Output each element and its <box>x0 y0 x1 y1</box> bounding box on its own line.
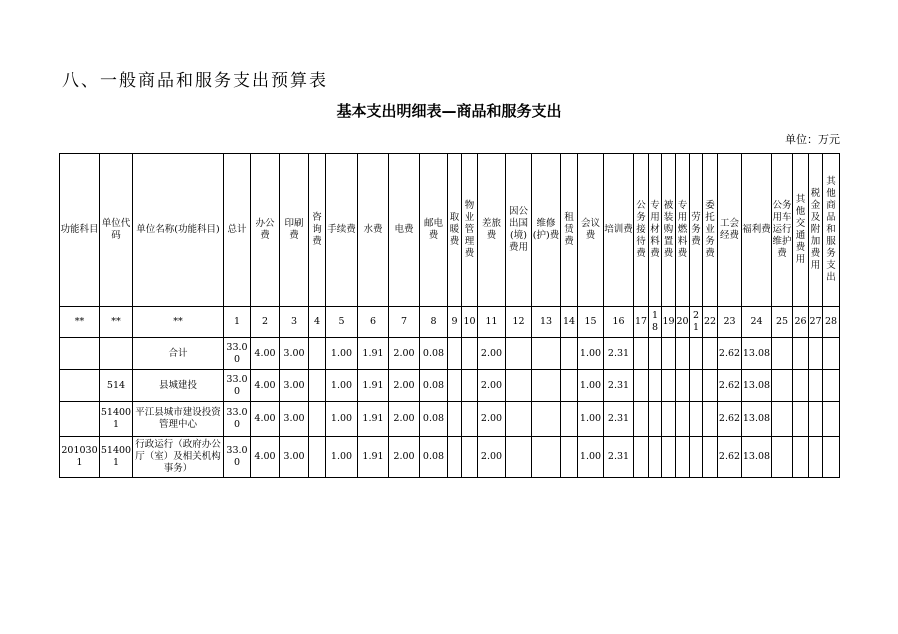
column-number: 2 <box>251 307 280 338</box>
value-cell: 2.31 <box>604 338 634 370</box>
row-label-cell <box>60 338 100 370</box>
value-cell: 13.08 <box>742 338 772 370</box>
column-number: 14 <box>561 307 578 338</box>
value-cell: 1.91 <box>358 338 389 370</box>
column-header: 培训费 <box>604 154 634 307</box>
value-cell: 1.00 <box>578 437 604 478</box>
column-number: ** <box>133 307 224 338</box>
column-number: 27 <box>809 307 823 338</box>
value-cell <box>634 437 649 478</box>
value-cell <box>506 338 532 370</box>
value-cell <box>662 338 676 370</box>
column-number: 28 <box>823 307 840 338</box>
column-number: 1 <box>224 307 251 338</box>
value-cell: 33.00 <box>224 437 251 478</box>
value-cell: 1.00 <box>578 402 604 437</box>
value-cell: 0.08 <box>420 370 448 402</box>
budget-table <box>59 153 840 478</box>
value-cell <box>309 370 326 402</box>
value-cell: 2.00 <box>478 402 506 437</box>
column-header: 其他商品和服务支出 <box>823 154 840 307</box>
row-label-cell <box>100 338 133 370</box>
value-cell <box>690 370 703 402</box>
column-number: ** <box>60 307 100 338</box>
value-cell <box>506 437 532 478</box>
column-number: 17 <box>634 307 649 338</box>
value-cell: 1.91 <box>358 437 389 478</box>
column-header: 会议费 <box>578 154 604 307</box>
value-cell <box>703 338 718 370</box>
column-number: 20 <box>676 307 690 338</box>
value-cell <box>649 402 662 437</box>
value-cell <box>772 402 793 437</box>
column-number: 12 <box>506 307 532 338</box>
column-number: 19 <box>662 307 676 338</box>
row-label-cell: 2010301 <box>60 437 100 478</box>
value-cell <box>676 370 690 402</box>
column-number: 26 <box>793 307 809 338</box>
value-cell <box>506 370 532 402</box>
value-cell <box>309 402 326 437</box>
value-cell <box>676 338 690 370</box>
value-cell: 2.00 <box>478 370 506 402</box>
value-cell <box>793 402 809 437</box>
value-cell: 1.91 <box>358 370 389 402</box>
value-cell <box>676 437 690 478</box>
value-cell: 4.00 <box>251 370 280 402</box>
column-header: 邮电费 <box>420 154 448 307</box>
value-cell <box>823 402 840 437</box>
value-cell <box>793 338 809 370</box>
value-cell <box>309 338 326 370</box>
column-header: 水费 <box>358 154 389 307</box>
column-header: 功能科目 <box>60 154 100 307</box>
column-header: 办公费 <box>251 154 280 307</box>
value-cell: 1.00 <box>578 370 604 402</box>
value-cell: 13.08 <box>742 370 772 402</box>
value-cell <box>634 402 649 437</box>
column-header: 电费 <box>389 154 420 307</box>
value-cell: 2.62 <box>718 402 742 437</box>
column-number-row <box>60 307 840 338</box>
value-cell <box>649 437 662 478</box>
value-cell: 33.00 <box>224 338 251 370</box>
column-number: 24 <box>742 307 772 338</box>
value-cell <box>532 370 561 402</box>
row-label-cell: 514001 <box>100 437 133 478</box>
column-header: 印刷费 <box>280 154 309 307</box>
column-header: 福利费 <box>742 154 772 307</box>
column-header: 维修(护)费 <box>532 154 561 307</box>
value-cell: 2.00 <box>478 338 506 370</box>
row-label-cell <box>60 370 100 402</box>
value-cell: 2.31 <box>604 437 634 478</box>
value-cell <box>649 370 662 402</box>
column-header: 其他交通费用 <box>793 154 809 307</box>
value-cell <box>532 338 561 370</box>
value-cell <box>309 437 326 478</box>
value-cell <box>823 338 840 370</box>
value-cell <box>532 402 561 437</box>
value-cell: 2.00 <box>478 437 506 478</box>
value-cell: 0.08 <box>420 338 448 370</box>
value-cell <box>690 338 703 370</box>
header-row <box>60 154 840 307</box>
column-header: 专用材料费 <box>649 154 662 307</box>
column-number: 5 <box>326 307 358 338</box>
column-number: 18 <box>649 307 662 338</box>
column-header: 单位代码 <box>100 154 133 307</box>
column-number: 16 <box>604 307 634 338</box>
value-cell <box>690 437 703 478</box>
value-cell <box>649 338 662 370</box>
column-number: 13 <box>532 307 561 338</box>
value-cell: 1.91 <box>358 402 389 437</box>
value-cell: 2.62 <box>718 437 742 478</box>
value-cell <box>703 402 718 437</box>
value-cell: 13.08 <box>742 437 772 478</box>
value-cell <box>662 437 676 478</box>
value-cell <box>561 370 578 402</box>
value-cell <box>690 402 703 437</box>
column-number: 9 <box>448 307 462 338</box>
value-cell: 13.08 <box>742 402 772 437</box>
value-cell <box>809 338 823 370</box>
value-cell: 33.00 <box>224 370 251 402</box>
value-cell <box>561 338 578 370</box>
row-label-cell: 514 <box>100 370 133 402</box>
value-cell <box>772 437 793 478</box>
column-header: 物业管理费 <box>462 154 478 307</box>
value-cell: 33.00 <box>224 402 251 437</box>
column-number: 8 <box>420 307 448 338</box>
value-cell <box>561 437 578 478</box>
value-cell: 2.00 <box>389 370 420 402</box>
column-number: 7 <box>389 307 420 338</box>
column-number: 6 <box>358 307 389 338</box>
value-cell <box>634 338 649 370</box>
value-cell: 1.00 <box>578 338 604 370</box>
value-cell <box>532 437 561 478</box>
value-cell <box>462 338 478 370</box>
column-number: 4 <box>309 307 326 338</box>
value-cell: 1.00 <box>326 402 358 437</box>
column-header: 公务用车运行维护费 <box>772 154 793 307</box>
value-cell <box>448 370 462 402</box>
value-cell <box>462 370 478 402</box>
value-cell <box>448 437 462 478</box>
column-header: 总计 <box>224 154 251 307</box>
value-cell: 1.00 <box>326 437 358 478</box>
value-cell: 2.31 <box>604 402 634 437</box>
value-cell <box>634 370 649 402</box>
row-label-cell: 行政运行（政府办公厅（室）及相关机构事务） <box>133 437 224 478</box>
row-label-cell: 514001 <box>100 402 133 437</box>
row-label-cell: 平江县城市建设投资管理中心 <box>133 402 224 437</box>
value-cell: 0.08 <box>420 437 448 478</box>
value-cell: 0.08 <box>420 402 448 437</box>
column-number: 3 <box>280 307 309 338</box>
table-row <box>60 437 840 478</box>
column-number: ** <box>100 307 133 338</box>
value-cell <box>823 437 840 478</box>
column-header: 委托业务费 <box>703 154 718 307</box>
value-cell: 2.00 <box>389 402 420 437</box>
table-row <box>60 402 840 437</box>
column-header: 被装购置费 <box>662 154 676 307</box>
column-header: 因公出国(境)费用 <box>506 154 532 307</box>
column-number: 22 <box>703 307 718 338</box>
value-cell: 2.00 <box>389 437 420 478</box>
column-number: 11 <box>478 307 506 338</box>
table-row <box>60 370 840 402</box>
value-cell: 4.00 <box>251 338 280 370</box>
value-cell: 2.31 <box>604 370 634 402</box>
column-header: 手续费 <box>326 154 358 307</box>
column-number: 21 <box>690 307 703 338</box>
value-cell <box>793 437 809 478</box>
value-cell <box>506 402 532 437</box>
value-cell <box>823 370 840 402</box>
column-header: 劳务费 <box>690 154 703 307</box>
column-number: 10 <box>462 307 478 338</box>
value-cell <box>462 402 478 437</box>
value-cell: 2.62 <box>718 338 742 370</box>
value-cell <box>772 370 793 402</box>
column-header: 咨询费 <box>309 154 326 307</box>
value-cell <box>809 370 823 402</box>
column-header: 取暖费 <box>448 154 462 307</box>
row-label-cell: 合计 <box>133 338 224 370</box>
column-header: 租赁费 <box>561 154 578 307</box>
column-number: 25 <box>772 307 793 338</box>
value-cell <box>809 437 823 478</box>
value-cell: 3.00 <box>280 402 309 437</box>
column-header: 工会经费 <box>718 154 742 307</box>
column-number: 23 <box>718 307 742 338</box>
value-cell <box>662 370 676 402</box>
value-cell <box>703 370 718 402</box>
value-cell: 2.00 <box>389 338 420 370</box>
column-header: 税金及附加费用 <box>809 154 823 307</box>
value-cell: 4.00 <box>251 402 280 437</box>
value-cell <box>676 402 690 437</box>
section-title: 八、一般商品和服务支出预算表 <box>62 71 328 91</box>
value-cell: 3.00 <box>280 370 309 402</box>
row-label-cell <box>60 402 100 437</box>
column-header: 单位名称(功能科目) <box>133 154 224 307</box>
value-cell: 4.00 <box>251 437 280 478</box>
value-cell: 3.00 <box>280 437 309 478</box>
column-number: 15 <box>578 307 604 338</box>
value-cell <box>448 338 462 370</box>
value-cell <box>793 370 809 402</box>
value-cell <box>703 437 718 478</box>
value-cell <box>462 437 478 478</box>
table-row <box>60 338 840 370</box>
value-cell <box>448 402 462 437</box>
value-cell <box>561 402 578 437</box>
column-header: 公务接待费 <box>634 154 649 307</box>
row-label-cell: 县城建投 <box>133 370 224 402</box>
column-header: 专用燃料费 <box>676 154 690 307</box>
value-cell: 2.62 <box>718 370 742 402</box>
unit-label: 单位：万元 <box>785 133 840 146</box>
value-cell <box>772 338 793 370</box>
value-cell: 3.00 <box>280 338 309 370</box>
table-title: 基本支出明细表—商品和服务支出 <box>336 102 562 120</box>
value-cell: 1.00 <box>326 370 358 402</box>
value-cell: 1.00 <box>326 338 358 370</box>
value-cell <box>662 402 676 437</box>
value-cell <box>809 402 823 437</box>
column-header: 差旅费 <box>478 154 506 307</box>
